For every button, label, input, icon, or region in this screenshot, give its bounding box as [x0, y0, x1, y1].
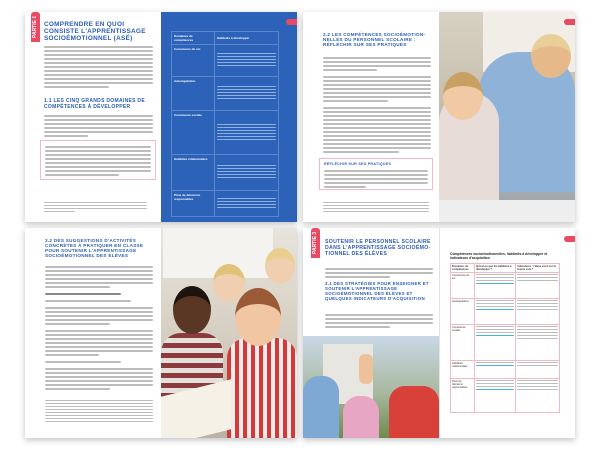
indicators-table	[450, 263, 560, 413]
body-text	[45, 266, 153, 392]
spread-1	[25, 12, 297, 222]
body-text	[325, 314, 433, 330]
child-middle	[343, 396, 379, 438]
high-five-children-photo	[303, 336, 439, 438]
section-title: 1.1 LES CINQ GRANDS DOMAINES DE COMPÉTENCES À DÉVELOPPER	[44, 98, 145, 110]
page-title: SOUTENIR LE PERSONNEL SCOLAIRE DANS L'APPRENTISSAGE SOCIOÉMOTIONNEL DES ÉLÈVES	[325, 239, 431, 257]
section-title: 3.2 DES SUGGESTIONS D'ACTIVITÉS CONCRÈTES À PRATIQUER EN CLASSE POUR SOUTENIR L'APPRENTISSAGE SOCIOÉMOTIONNEL DES ÉLÈVES	[45, 238, 144, 259]
footnotes	[45, 400, 153, 424]
child-girl-head	[235, 288, 281, 346]
body-text	[44, 115, 153, 139]
table-row: Autorégulation	[172, 77, 279, 111]
table-row: Conscience sociale	[172, 111, 279, 155]
callout-box	[40, 140, 156, 180]
table-header: Indicateurs : l'élève est-il sur la bonne voie ?	[516, 264, 560, 273]
spread-4	[303, 228, 575, 438]
footnotes	[323, 202, 429, 214]
spread-4-left-page	[303, 228, 439, 438]
table-row: Autorégulation	[451, 299, 560, 325]
child-back-head-2	[265, 248, 295, 284]
page-number	[564, 236, 575, 242]
table-row: Habiletés relationnelles	[451, 361, 560, 379]
table-caption: Compétences socioémotionnelles, habiletés à développer et indicateurs d'acquisition	[450, 252, 548, 261]
competences-table	[171, 31, 279, 217]
table-header: Habiletés à développer	[214, 32, 278, 45]
hands-up	[359, 354, 373, 384]
spread-3	[25, 228, 297, 438]
body-text	[323, 57, 431, 155]
part-tab: PARTIE 3	[311, 228, 320, 258]
table-row: Prise de décisions responsables	[172, 191, 279, 217]
part-tab: PARTIE 1	[31, 12, 40, 42]
teacher-student-photo	[439, 12, 575, 222]
child-left	[303, 376, 339, 438]
spread-1-right-page	[161, 12, 297, 222]
section-title: 2.2 LES COMPÉTENCES SOCIOÉMOTIONNELLES DU PERSONNEL SCOLAIRE : RÉFLÉCHIR SUR SES PRATIQUES	[323, 32, 425, 48]
spread-3-left-page	[25, 228, 161, 438]
spread-4-right-page	[439, 228, 575, 438]
section-title: 3.1 DES STRATÉGIES POUR ENSEIGNER ET SOUTENIR L'APPRENTISSAGE SOCIOÉMOTIONNEL DES ÉLÈVES ET QUELQUES INDICATEURS D'ACQUISITION	[325, 281, 429, 301]
table-row: Conscience de soi	[172, 45, 279, 77]
child-head	[443, 72, 483, 120]
child-back-head	[213, 264, 245, 302]
table-row: Conscience de soi	[451, 273, 560, 299]
table-row: Conscience sociale	[451, 325, 560, 361]
body-text	[325, 268, 433, 280]
child-boy-head	[173, 286, 211, 334]
page-number	[286, 19, 297, 25]
page-title: COMPRENDRE EN QUOI CONSISTE L'APPRENTISSAGE SOCIOÉMOTIONNEL (ASÉ)	[44, 21, 146, 43]
table-row: Habiletés relationnelles	[172, 155, 279, 191]
table-header: Qu'est-ce que les habiletés à développer ?	[474, 264, 515, 273]
table-row: Prise de décisions responsables	[451, 379, 560, 413]
page-number	[564, 19, 575, 25]
spread-2-left-page	[303, 12, 439, 222]
table-header: Domaines de compétences	[451, 264, 475, 273]
footnotes	[44, 202, 147, 214]
callout-box	[319, 158, 433, 190]
classroom-children-photo	[161, 228, 297, 438]
teacher-head	[531, 34, 571, 78]
table-header: Domaines de compétences	[172, 32, 215, 45]
body-text	[44, 46, 153, 90]
callout-title: RÉFLÉCHIR SUR SES PRATIQUES	[324, 162, 392, 166]
desk-book	[439, 200, 575, 222]
child-right	[389, 386, 439, 438]
spread-2	[303, 12, 575, 222]
child-red-shirt	[227, 338, 297, 438]
spread-1-left-page	[25, 12, 161, 222]
